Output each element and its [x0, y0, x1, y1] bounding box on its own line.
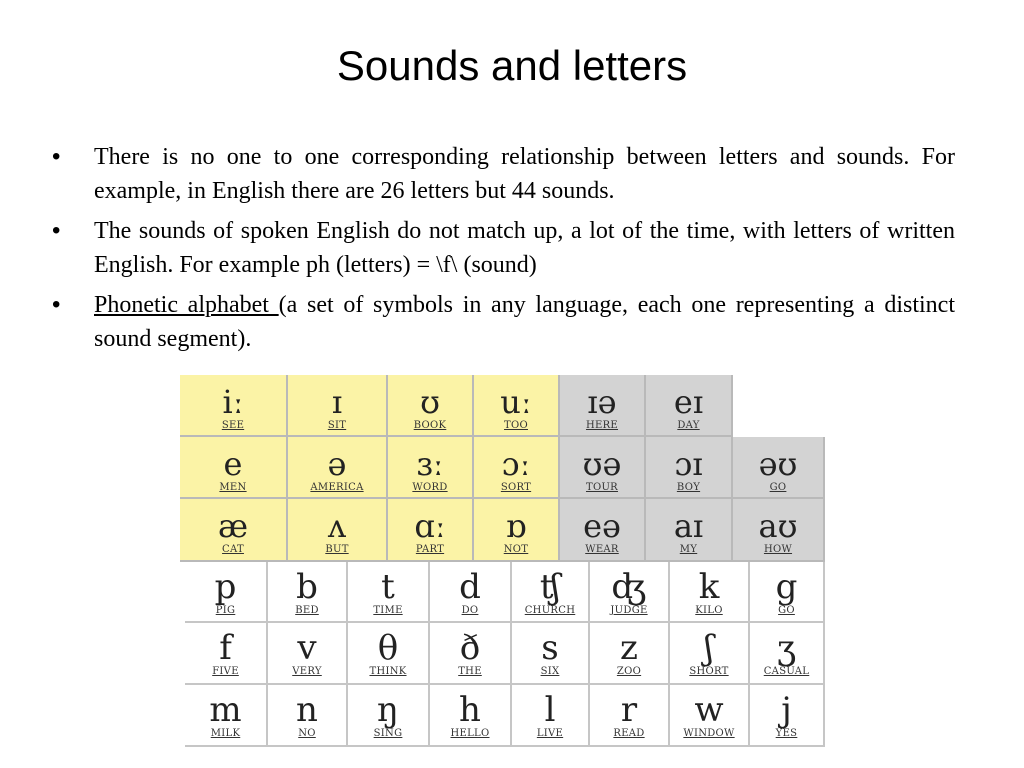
- slide-title: Sounds and letters: [336, 42, 688, 89]
- phoneme-cell: [733, 437, 825, 499]
- phoneme-symbol: ʃ: [704, 628, 714, 668]
- phoneme-symbol: ŋ: [377, 690, 399, 730]
- phoneme-symbol: ɪ: [331, 383, 343, 421]
- phoneme-symbol: uː: [500, 383, 532, 421]
- example-word: MY: [679, 544, 698, 555]
- example-word: READ: [613, 728, 645, 739]
- phoneme-cell: [268, 623, 348, 685]
- bullet-text: (a set of symbols in any language, each one representing a distinct sound segment).: [94, 292, 955, 352]
- phoneme-cell: [388, 437, 474, 499]
- example-word: PIG: [215, 605, 236, 616]
- example-word: SIX: [540, 666, 560, 677]
- phoneme-cell: [512, 562, 590, 623]
- phoneme-cell: [288, 499, 388, 562]
- phoneme-symbol: m: [209, 690, 242, 730]
- bullet-dot-icon: •: [52, 217, 61, 244]
- example-word: GO: [769, 482, 787, 493]
- example-word: GO: [778, 605, 795, 616]
- example-word: VERY: [292, 666, 322, 677]
- phoneme-cell: [670, 562, 750, 623]
- example-word: MEN: [219, 482, 247, 493]
- phonetic-alphabet-term: Phonetic alphabet: [94, 292, 279, 318]
- example-word: NOT: [503, 544, 529, 555]
- phoneme-symbol: z: [620, 628, 638, 668]
- example-word: HOW: [763, 544, 793, 555]
- bullet-item: [52, 140, 955, 208]
- phoneme-cell: [388, 499, 474, 562]
- phoneme-symbol: d: [459, 567, 481, 607]
- example-word: TOUR: [585, 482, 619, 493]
- example-word: PART: [415, 544, 445, 555]
- phoneme-symbol: aɪ: [673, 507, 704, 545]
- phoneme-cell: [750, 623, 825, 685]
- example-word: BED: [295, 605, 319, 616]
- phoneme-cell: [560, 437, 646, 499]
- phoneme-cell: [512, 685, 590, 747]
- phoneme-cell: [646, 375, 733, 437]
- phoneme-symbol: θ: [377, 628, 399, 668]
- phoneme-cell: [750, 562, 825, 623]
- phoneme-symbol: ɒ: [505, 507, 527, 545]
- phoneme-cell: [474, 375, 560, 437]
- phoneme-cell: [670, 685, 750, 747]
- phoneme-cell: [180, 499, 288, 562]
- example-word: BOOK: [413, 420, 447, 431]
- phoneme-symbol: ʌ: [327, 507, 347, 545]
- phoneme-symbol: iː: [222, 383, 244, 421]
- example-word: THINK: [369, 666, 407, 677]
- phoneme-symbol: l: [544, 690, 556, 730]
- phoneme-cell: [590, 562, 670, 623]
- phoneme-symbol: ɪə: [587, 383, 617, 421]
- phoneme-cell: [185, 562, 268, 623]
- example-word: FIVE: [212, 666, 239, 677]
- example-word: MILK: [210, 728, 241, 739]
- phoneme-cell: [185, 685, 268, 747]
- phoneme-symbol: ʧ: [539, 567, 561, 607]
- example-word: ZOO: [616, 666, 642, 677]
- phoneme-symbol: eɪ: [673, 383, 704, 421]
- phoneme-symbol: f: [219, 628, 232, 668]
- phoneme-cell: [590, 685, 670, 747]
- phoneme-symbol: e: [223, 445, 243, 483]
- phoneme-symbol: p: [214, 567, 237, 607]
- phoneme-symbol: k: [698, 567, 720, 607]
- phoneme-cell: [590, 623, 670, 685]
- phoneme-cell: [348, 685, 430, 747]
- phoneme-symbol: t: [381, 567, 395, 607]
- phoneme-symbol: ɔː: [501, 445, 531, 483]
- example-word: WORD: [412, 482, 448, 493]
- phoneme-cell: [750, 685, 825, 747]
- phoneme-symbol: ʊ: [420, 383, 440, 421]
- phoneme-symbol: w: [694, 690, 724, 730]
- example-word: WINDOW: [683, 728, 735, 739]
- bullet-item: [52, 214, 955, 282]
- phoneme-symbol: g: [775, 567, 798, 607]
- phoneme-cell: [474, 437, 560, 499]
- phoneme-symbol: ʤ: [611, 567, 647, 607]
- phoneme-symbol: ə: [327, 445, 347, 483]
- phoneme-symbol: aʊ: [758, 507, 798, 545]
- phoneme-cell: [430, 685, 512, 747]
- example-word: SHORT: [689, 666, 729, 677]
- bullet-dot-icon: •: [52, 291, 61, 318]
- phoneme-symbol: ɑː: [414, 507, 446, 545]
- bullet-list: [52, 140, 955, 362]
- phoneme-cell: [560, 499, 646, 562]
- phoneme-cell: [646, 437, 733, 499]
- bullet-text: There is no one to one corresponding relationship between letters and sounds. For example, in English there are 26 letters but 44 sounds.: [94, 144, 955, 204]
- example-word: SIT: [327, 420, 347, 431]
- phoneme-cell: [180, 375, 288, 437]
- example-word: NO: [298, 728, 316, 739]
- phoneme-cell: [430, 562, 512, 623]
- phoneme-symbol: ʒ: [776, 628, 797, 668]
- phoneme-symbol: s: [541, 628, 559, 668]
- phoneme-cell: [733, 499, 825, 562]
- phoneme-cell: [288, 375, 388, 437]
- example-word: TOO: [504, 420, 528, 431]
- phoneme-cell: [670, 623, 750, 685]
- phoneme-cell: [388, 375, 474, 437]
- phoneme-symbol: h: [459, 690, 481, 730]
- example-word: LIVE: [536, 728, 564, 739]
- phoneme-symbol: r: [620, 690, 638, 730]
- example-word: BUT: [325, 544, 349, 555]
- phoneme-cell: [268, 685, 348, 747]
- phoneme-cell: [180, 437, 288, 499]
- example-word: CHURCH: [524, 605, 576, 616]
- example-word: HERE: [585, 420, 619, 431]
- example-word: SING: [373, 728, 403, 739]
- phoneme-symbol: ɜː: [416, 445, 444, 483]
- example-word: WEAR: [585, 544, 619, 555]
- example-word: AMERICA: [310, 482, 364, 493]
- phoneme-cell: [560, 375, 646, 437]
- bullet-item: [52, 288, 955, 356]
- phoneme-cell: [288, 437, 388, 499]
- phoneme-cell: [646, 499, 733, 562]
- example-word: DO: [461, 605, 479, 616]
- phoneme-cell: [430, 623, 512, 685]
- example-word: CAT: [222, 544, 244, 555]
- phoneme-symbol: ʊə: [582, 445, 622, 483]
- phoneme-symbol: ɔɪ: [674, 445, 703, 483]
- phoneme-cell: [348, 562, 430, 623]
- phoneme-symbol: eə: [583, 507, 621, 545]
- phoneme-cell: [512, 623, 590, 685]
- example-word: BOY: [676, 482, 701, 493]
- phoneme-symbol: j: [781, 690, 792, 730]
- phoneme-symbol: v: [297, 628, 317, 668]
- bullet-text: The sounds of spoken English do not match up, a lot of the time, with letters of written English. For example ph (letters) = \f\ (sound): [94, 218, 955, 278]
- example-word: JUDGE: [610, 605, 648, 616]
- phoneme-cell: [268, 562, 348, 623]
- phoneme-symbol: æ: [217, 507, 249, 545]
- example-word: YES: [775, 728, 798, 739]
- phoneme-cell: [474, 499, 560, 562]
- example-word: DAY: [677, 420, 700, 431]
- phoneme-symbol: b: [296, 567, 318, 607]
- example-word: HELLO: [450, 728, 490, 739]
- phoneme-symbol: ð: [459, 628, 481, 668]
- example-word: CASUAL: [763, 666, 810, 677]
- phoneme-symbol: əʊ: [758, 445, 798, 483]
- example-word: SORT: [500, 482, 532, 493]
- bullet-dot-icon: •: [52, 143, 61, 170]
- example-word: THE: [458, 666, 482, 677]
- phonemic-chart: [180, 375, 830, 750]
- phoneme-symbol: n: [296, 690, 318, 730]
- example-word: KILO: [695, 605, 723, 616]
- example-word: TIME: [373, 605, 403, 616]
- example-word: SEE: [221, 420, 245, 431]
- phoneme-cell: [185, 623, 268, 685]
- phoneme-cell: [348, 623, 430, 685]
